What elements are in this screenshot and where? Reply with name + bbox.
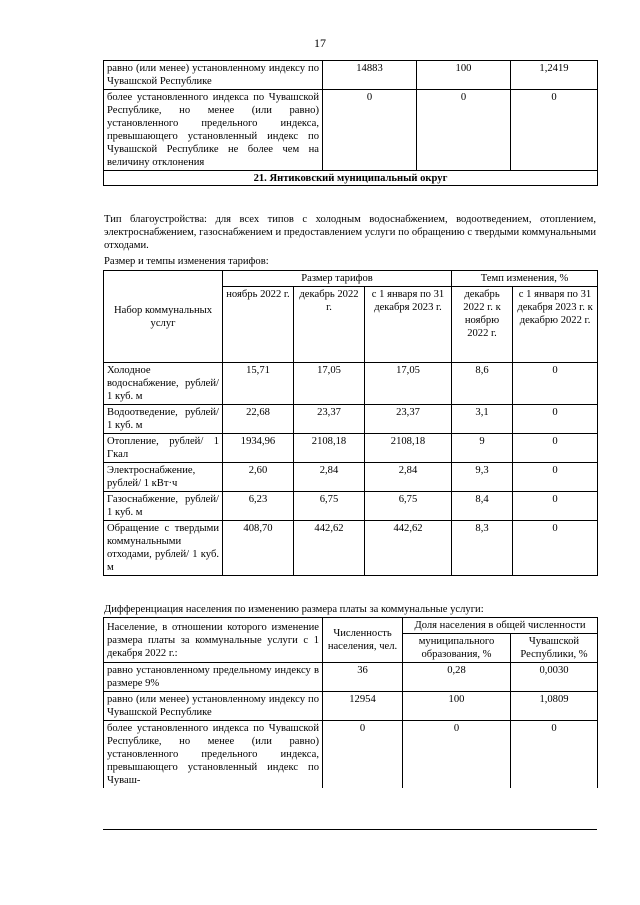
table-row xyxy=(104,405,598,434)
tariff-dec: 23,37 xyxy=(294,405,365,434)
table-header-row xyxy=(104,618,598,634)
rate-jan: 0 xyxy=(513,363,598,405)
improvement-type-text: Тип благоустройства: для всех типов с холодным водоснабжением, водоотведением, отоплением, электроснабжением, газоснабжением и предоставлением услуги по обращению с твердыми коммунальными отходами. xyxy=(104,214,596,251)
share-republic: 0 xyxy=(511,721,598,789)
group-share-header: Доля населения в общей численности xyxy=(403,618,598,634)
population-label: равно (или менее) установленному индексу по Чувашской Республике xyxy=(104,692,323,721)
service-name: Электроснабжение, рублей/ 1 кВт·ч xyxy=(104,463,223,492)
bottom-rule xyxy=(103,829,597,830)
table-row xyxy=(104,692,598,721)
service-name: Газоснабжение, рублей/ 1 куб. м xyxy=(104,492,223,521)
tariff-nov: 6,23 xyxy=(223,492,294,521)
population-continuation-table xyxy=(103,60,598,186)
table-row xyxy=(104,663,598,692)
table-row xyxy=(104,721,598,789)
population-label: более установленного индекса по Чувашской Республике, но менее (или равно) установленного предельного индекса, превышающего установленный индекс по Чуваш- xyxy=(104,721,323,789)
population-label: равно установленному предельному индексу в размере 9% xyxy=(104,663,323,692)
rate-dec: 8,3 xyxy=(452,521,513,576)
table-row xyxy=(104,434,598,463)
rate-dec: 9,3 xyxy=(452,463,513,492)
tariff-nov: 22,68 xyxy=(223,405,294,434)
share-municipal: 100 xyxy=(403,692,511,721)
tariff-dec: 442,62 xyxy=(294,521,365,576)
tariff-nov: 2,60 xyxy=(223,463,294,492)
population-count: 0 xyxy=(323,721,403,789)
col-municipal-header: муниципального образования, % xyxy=(403,634,511,663)
service-name: Холодное водоснабжение, рублей/ 1 куб. м xyxy=(104,363,223,405)
tariff-jan: 2,84 xyxy=(365,463,452,492)
tariff-jan: 6,75 xyxy=(365,492,452,521)
tariff-jan: 23,37 xyxy=(365,405,452,434)
tariff-jan: 17,05 xyxy=(365,363,452,405)
rate-jan: 0 xyxy=(513,463,598,492)
service-name: Отопление, рублей/ 1 Гкал xyxy=(104,434,223,463)
service-name: Водоотведение, рублей/ 1 куб. м xyxy=(104,405,223,434)
share-republic: 1,2419 xyxy=(511,61,598,90)
population-count: 0 xyxy=(323,90,417,171)
population-label: равно (или менее) установленному индексу по Чувашской Республике xyxy=(104,61,323,90)
population-count: 36 xyxy=(323,663,403,692)
col-service-header: Набор коммунальных услуг xyxy=(104,271,223,363)
share-republic: 0 xyxy=(511,90,598,171)
share-municipal: 0 xyxy=(403,721,511,789)
page-number: 17 xyxy=(314,36,326,50)
rate-jan: 0 xyxy=(513,434,598,463)
col-jan-header: с 1 января по 31 декабря 2023 г. xyxy=(365,287,452,363)
tariffs-caption: Размер и темпы изменения тарифов: xyxy=(104,256,269,267)
differentiation-caption: Дифференциация населения по изменению размера платы за коммунальные услуги: xyxy=(104,604,484,615)
population-table xyxy=(103,617,598,788)
population-label: более установленного индекса по Чувашской Республике, но менее (или равно) установленного предельного индекса, превышающего установленный индекс по Чувашской Республике не более чем на величину отклонения xyxy=(104,90,323,171)
tariff-jan: 2108,18 xyxy=(365,434,452,463)
population-count: 14883 xyxy=(323,61,417,90)
rate-jan: 0 xyxy=(513,405,598,434)
table-row xyxy=(104,90,598,171)
col-population-header: Население, в отношении которого изменение размера платы за коммунальные услуги с 1 декабря 2022 г.: xyxy=(104,618,323,663)
group-rate-header: Темп изменения, % xyxy=(452,271,598,287)
group-size-header: Размер тарифов xyxy=(223,271,452,287)
population-count: 12954 xyxy=(323,692,403,721)
share-municipal: 0 xyxy=(417,90,511,171)
table-row xyxy=(104,492,598,521)
tariff-dec: 6,75 xyxy=(294,492,365,521)
section-title-row xyxy=(104,171,598,186)
rate-dec: 8,4 xyxy=(452,492,513,521)
tariff-dec: 2108,18 xyxy=(294,434,365,463)
tariff-nov: 15,71 xyxy=(223,363,294,405)
table-header-row xyxy=(104,271,598,287)
col-republic-header: Чувашской Республики, % xyxy=(511,634,598,663)
share-municipal: 100 xyxy=(417,61,511,90)
tariff-nov: 1934,96 xyxy=(223,434,294,463)
rate-dec: 3,1 xyxy=(452,405,513,434)
rate-dec: 9 xyxy=(452,434,513,463)
share-republic: 0,0030 xyxy=(511,663,598,692)
rate-jan: 0 xyxy=(513,492,598,521)
col-dec-header: декабрь 2022 г. xyxy=(294,287,365,363)
service-name: Обращение с твердыми коммунальными отходами, рублей/ 1 куб. м xyxy=(104,521,223,576)
tariff-table xyxy=(103,270,598,576)
tariff-dec: 17,05 xyxy=(294,363,365,405)
col-rate-dec-header: декабрь 2022 г. к ноябрю 2022 г. xyxy=(452,287,513,363)
table-row xyxy=(104,521,598,576)
table-row xyxy=(104,463,598,492)
table-row xyxy=(104,363,598,405)
tariff-dec: 2,84 xyxy=(294,463,365,492)
tariff-jan: 442,62 xyxy=(365,521,452,576)
rate-dec: 8,6 xyxy=(452,363,513,405)
col-nov-header: ноябрь 2022 г. xyxy=(223,287,294,363)
rate-jan: 0 xyxy=(513,521,598,576)
col-count-header: Численность населения, чел. xyxy=(323,618,403,663)
col-rate-jan-header: с 1 января по 31 декабря 2023 г. к декабрю 2022 г. xyxy=(513,287,598,363)
tariff-nov: 408,70 xyxy=(223,521,294,576)
table-row xyxy=(104,61,598,90)
share-republic: 1,0809 xyxy=(511,692,598,721)
share-municipal: 0,28 xyxy=(403,663,511,692)
section-title: 21. Янтиковский муниципальный округ xyxy=(104,171,598,186)
